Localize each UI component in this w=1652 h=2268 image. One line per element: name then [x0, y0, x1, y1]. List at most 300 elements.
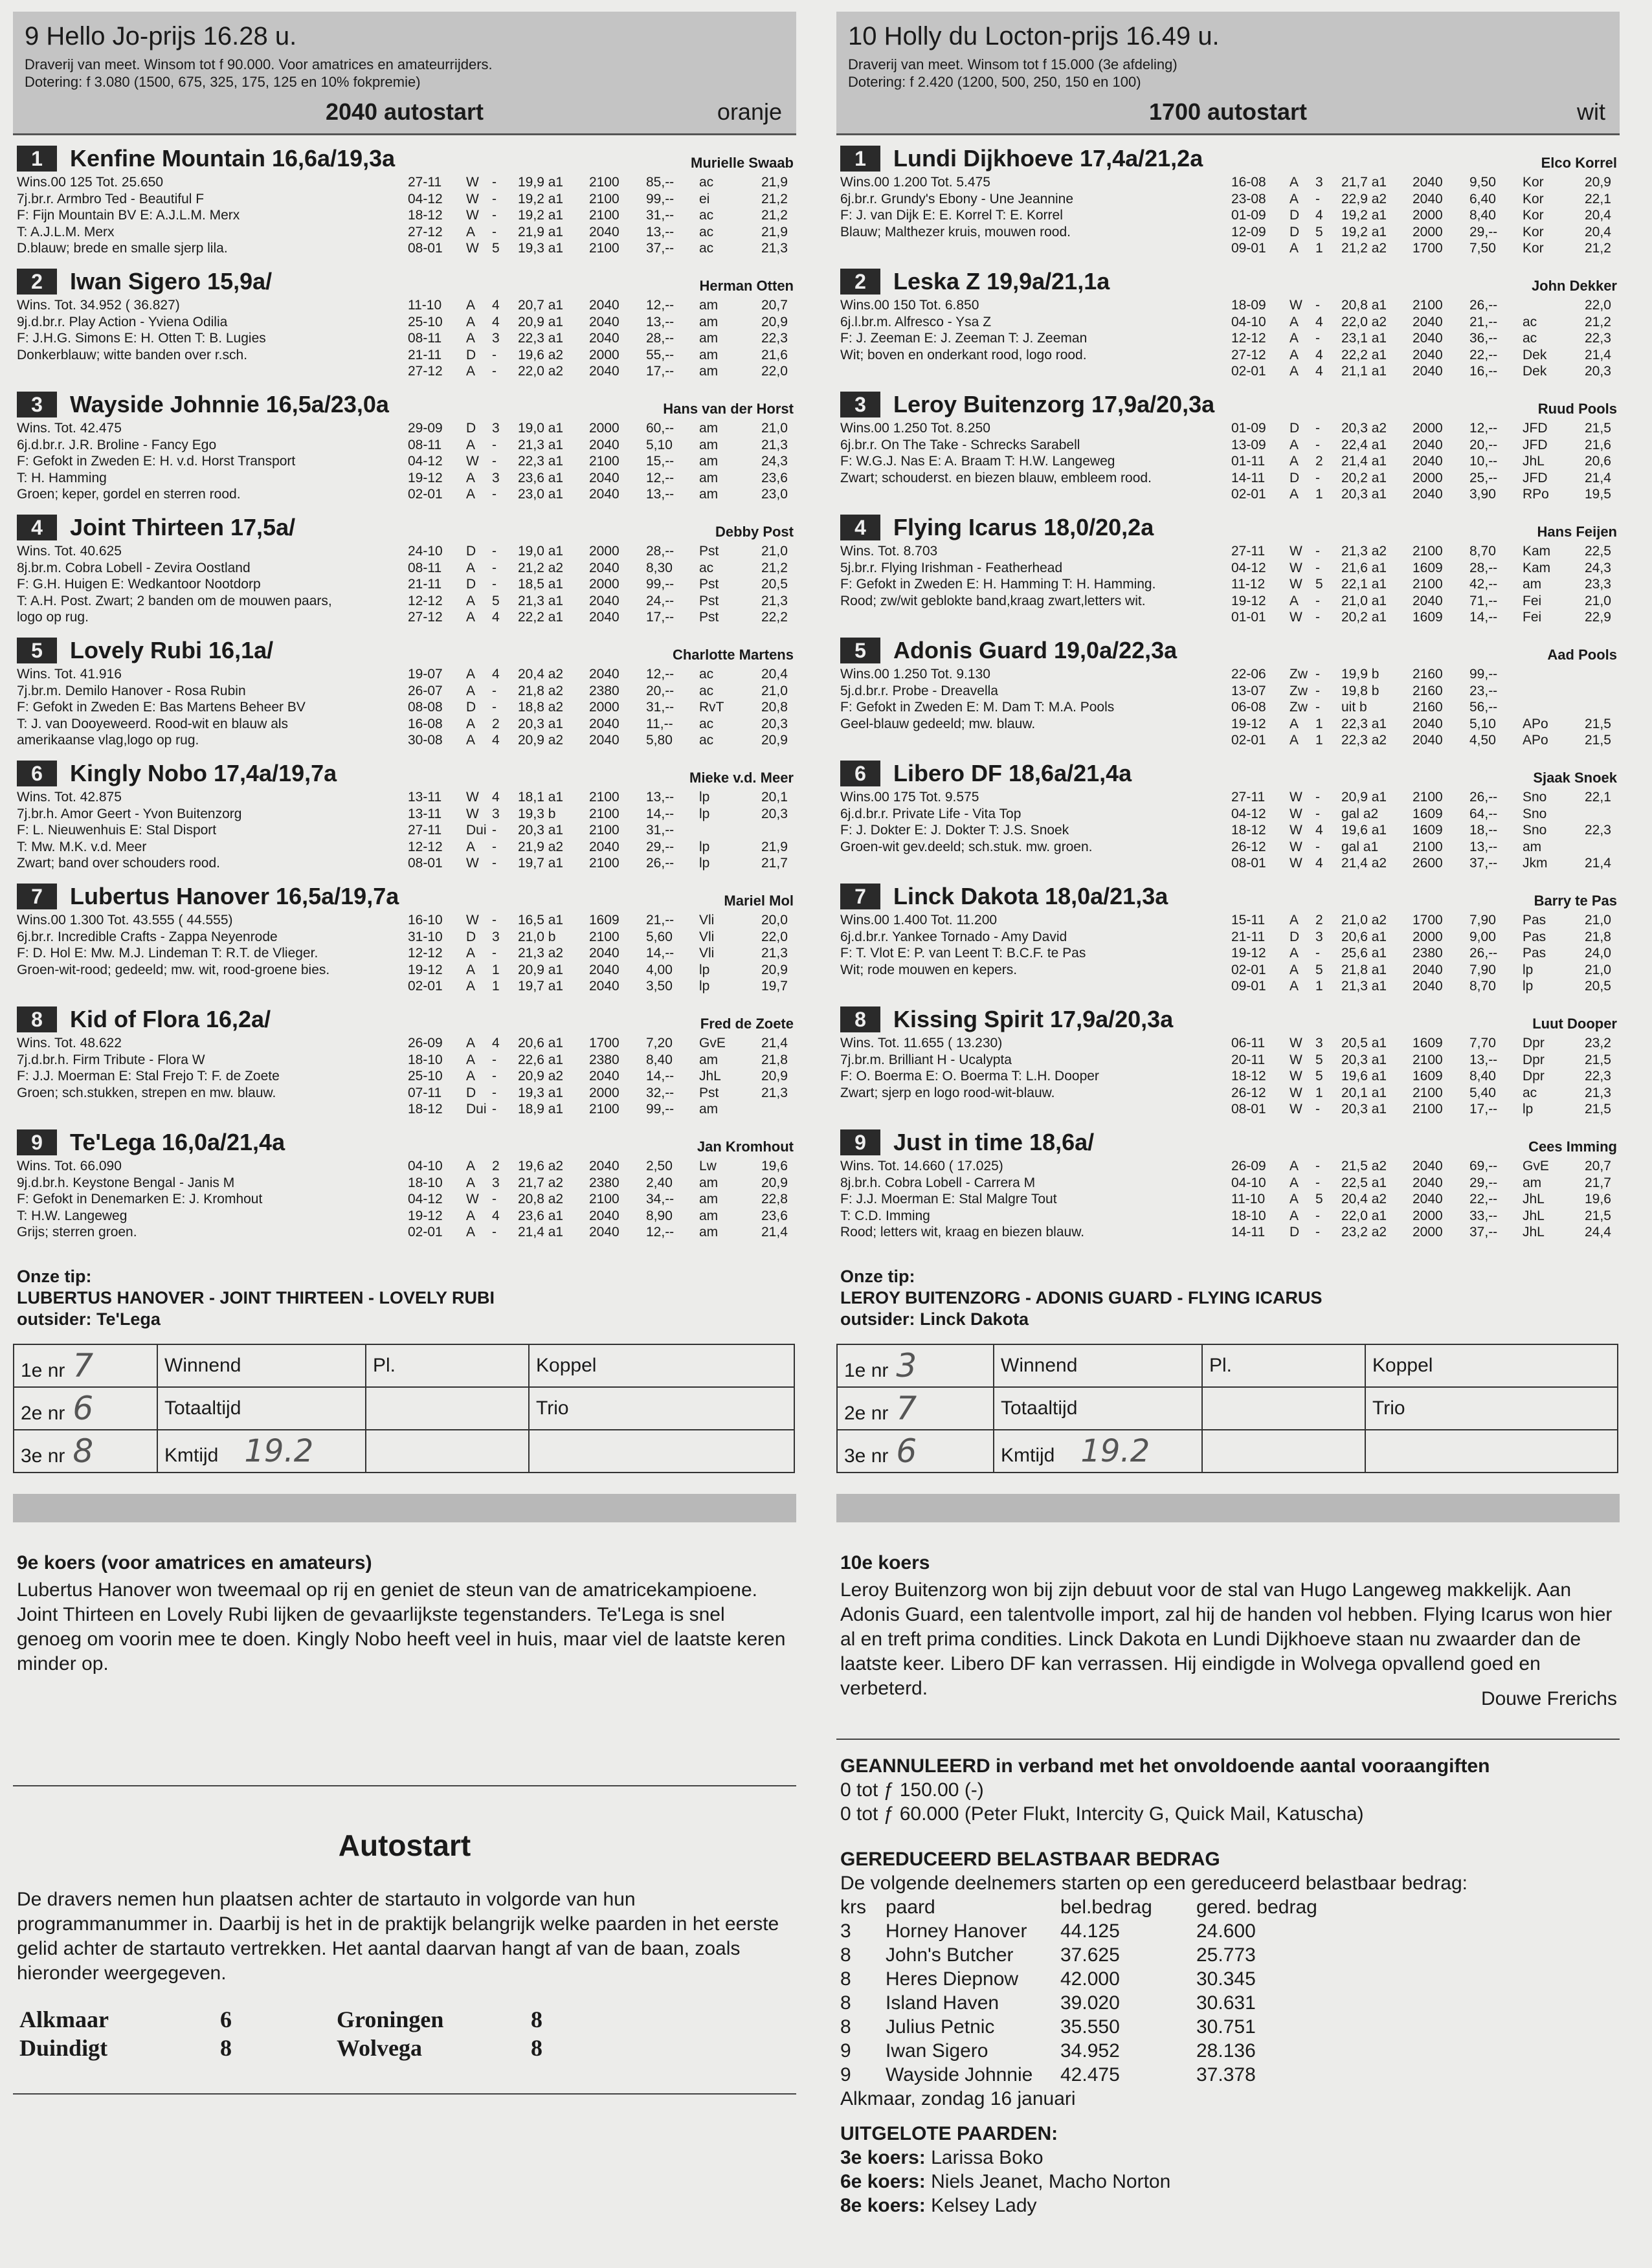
form-cell: 19,2 a1 [518, 191, 564, 206]
horse-heading [17, 1127, 285, 1158]
form-table [1231, 912, 1624, 995]
form-cell: 2040 [1412, 1159, 1443, 1173]
driver-name: Debby Post [715, 524, 794, 540]
form-cell: A [1289, 454, 1299, 469]
form-cell: 2380 [589, 1052, 620, 1067]
form-cell: D [466, 700, 476, 715]
form-cell: A [466, 1069, 476, 1084]
form-cell: 22,-- [1469, 347, 1498, 362]
form-cell: 21,7 a1 [1341, 175, 1387, 190]
form-cell: 2040 [589, 962, 620, 977]
form-cell: A [466, 1225, 476, 1240]
form-cell: 2100 [1412, 298, 1443, 313]
form-cell: 1609 [1412, 1036, 1443, 1051]
form-cell: GvE [1523, 1159, 1549, 1173]
horse-name: Adonis Guard 19,0a/22,3a [893, 637, 1178, 663]
form-cell: 14,-- [1469, 610, 1498, 625]
form-cell: 18,-- [1469, 823, 1498, 838]
form-cell: JFD [1523, 421, 1548, 436]
form-cell: uit b [1341, 700, 1367, 715]
form-cell: am [699, 1192, 719, 1206]
form-cell: 14-11 [1231, 470, 1266, 485]
result-label: 3e nr [21, 1445, 65, 1467]
detail-line: F: J.J. Moerman E: Stal Frejo T: F. de Zoete [17, 1069, 280, 1084]
form-cell: 18-10 [408, 1175, 443, 1190]
form-cell: 2040 [589, 470, 620, 485]
detail-line: F: L. Nieuwenhuis E: Stal Disport [17, 823, 217, 838]
form-cell: 04-10 [1231, 1175, 1266, 1190]
form-cell: W [1289, 577, 1302, 592]
form-cell: 2100 [589, 1192, 620, 1206]
detail-line: F: J. Zeeman E: J. Zeeman T: J. Zeeman [840, 331, 1088, 346]
form-cell: 19,7 a1 [518, 979, 564, 994]
form-cell: 23,0 [761, 487, 788, 502]
form-cell: Zw [1289, 700, 1308, 715]
form-cell: 18-12 [1231, 1069, 1266, 1084]
form-cell: am [699, 454, 719, 469]
form-cell: 20,7 [761, 298, 788, 313]
form-cell: - [1315, 683, 1320, 698]
form-cell: 2040 [589, 224, 620, 239]
form-cell: Kor [1523, 241, 1544, 256]
reduced-cell: Horney Hanover [886, 1920, 1027, 1942]
form-cell: 2040 [589, 667, 620, 682]
form-cell: 06-08 [1231, 700, 1266, 715]
reduced-cell: 25.773 [1196, 1944, 1256, 1966]
drawn-horses: Larissa Boko [931, 2147, 1044, 2168]
form-cell: 28,-- [646, 331, 675, 346]
form-cell: 13,-- [646, 314, 675, 329]
form-cell: 99,-- [646, 1102, 675, 1117]
detail-line: 6j.br.r. Incredible Crafts - Zappa Neyenrode [17, 929, 278, 944]
form-cell: A [466, 593, 476, 608]
form-row [1231, 543, 1624, 560]
form-cell: - [1315, 421, 1320, 436]
driver-name: Mieke v.d. Meer [689, 770, 794, 786]
horse-number: 8 [17, 1006, 57, 1032]
form-cell: W [466, 790, 479, 805]
form-cell: Kor [1523, 175, 1544, 190]
form-cell: 2100 [1412, 1102, 1443, 1117]
form-cell: 11-10 [408, 298, 442, 313]
form-row [408, 806, 800, 823]
form-cell: W [1289, 823, 1302, 838]
form-cell: 01-09 [1231, 421, 1266, 436]
form-row [1231, 224, 1624, 241]
form-cell: 27-11 [1231, 790, 1266, 805]
handwritten-time: 19.2 [1080, 1433, 1150, 1469]
form-cell: 2100 [589, 929, 620, 944]
form-row [1231, 174, 1624, 191]
form-cell: A [466, 224, 476, 239]
form-cell: 2000 [589, 544, 620, 559]
form-cell: 2 [1315, 913, 1323, 928]
result-first [14, 1344, 157, 1387]
form-cell: W [1289, 1102, 1302, 1117]
form-cell: lp [1523, 1102, 1534, 1117]
form-cell: A [466, 470, 476, 485]
form-cell: am [699, 331, 719, 346]
empty-cell [1365, 1430, 1618, 1473]
form-row [1231, 962, 1624, 979]
form-cell: 2100 [589, 806, 620, 821]
reduced-cell: 8 [840, 2016, 851, 2038]
detail-line: F: Gefokt in Zweden E: Bas Martens Beheer BV [17, 700, 306, 715]
form-cell: - [1315, 806, 1320, 821]
form-cell: 21-11 [1231, 929, 1266, 944]
form-row [408, 453, 800, 470]
form-cell: 20,3 a1 [518, 716, 564, 731]
driver-name: Jan Kromhout [697, 1139, 794, 1155]
form-cell: 2000 [1412, 470, 1443, 485]
form-cell: Dek [1523, 347, 1547, 362]
form-cell: 21,2 [1585, 314, 1611, 329]
form-cell: 20,3 a1 [1341, 1102, 1387, 1117]
form-cell: 04-12 [408, 1192, 443, 1206]
form-cell: Sno [1523, 790, 1547, 805]
form-cell: Fei [1523, 593, 1542, 608]
form-cell: 24,3 [1585, 560, 1611, 575]
form-cell: 1700 [1412, 241, 1443, 256]
form-row [1231, 1158, 1624, 1175]
horse-heading [840, 758, 1132, 789]
form-cell: 2,50 [646, 1159, 673, 1173]
totaaltijd-cell: Totaaltijd [157, 1387, 366, 1430]
form-cell: 27-12 [408, 224, 443, 239]
form-cell: W [1289, 610, 1302, 625]
form-cell: A [1289, 716, 1299, 731]
form-cell: 19-12 [1231, 946, 1266, 961]
form-cell: 2040 [589, 437, 620, 452]
form-cell: 21,3 a1 [518, 593, 564, 608]
horse-number: 8 [840, 1006, 880, 1032]
form-cell: 15-11 [1231, 913, 1266, 928]
form-cell: 21,2 [761, 191, 788, 206]
form-cell: 14,-- [646, 946, 675, 961]
form-cell: 2000 [1412, 224, 1443, 239]
form-cell: 21,8 a2 [518, 683, 564, 698]
detail-line: Zwart; schouderst. en biezen blauw, embleem rood. [840, 470, 1152, 485]
form-cell: 23,2 [1585, 1036, 1611, 1051]
horse-details [17, 174, 418, 257]
result-table [836, 1344, 1618, 1473]
form-cell: 34,-- [646, 1192, 675, 1206]
form-cell: 1 [492, 979, 500, 994]
form-row [1231, 978, 1624, 995]
form-row [1231, 470, 1624, 487]
form-cell: 02-01 [408, 1225, 443, 1240]
form-cell: 37,-- [646, 241, 675, 256]
form-cell: 1609 [1412, 806, 1443, 821]
track-name: Groningen [337, 2007, 444, 2032]
form-cell: - [492, 700, 497, 715]
form-cell: 21,0 b [518, 929, 556, 944]
form-cell: 24-10 [408, 544, 443, 559]
horse-name: Lovely Rubi 16,1a/ [70, 637, 274, 663]
form-cell: D [466, 577, 476, 592]
form-cell: - [492, 191, 497, 206]
form-cell: 7,20 [646, 1036, 673, 1051]
form-row [408, 224, 800, 241]
horse-heading [840, 635, 1177, 666]
form-cell: 2040 [1412, 1175, 1443, 1190]
form-cell: 2100 [589, 175, 620, 190]
reduced-cell: 37.378 [1196, 2064, 1256, 2085]
detail-line: Wins.00 1.200 Tot. 5.475 [840, 175, 990, 190]
form-row [408, 839, 800, 856]
form-cell: 4 [492, 790, 500, 805]
reduced-header-row [840, 1895, 1468, 1919]
detail-line: Groen-wit-rood; gedeeld; mw. wit, rood-groene bies. [17, 962, 330, 977]
form-row [1231, 839, 1624, 856]
handwritten-number: 6 [73, 1390, 94, 1427]
driver-name: Fred de Zoete [700, 1016, 794, 1032]
form-cell: 20,4 [1585, 224, 1611, 239]
form-row [1231, 207, 1624, 224]
form-cell: 2040 [589, 610, 620, 625]
form-cell: 22,0 a1 [1341, 1208, 1387, 1223]
reduced-cell: 35.550 [1060, 2016, 1120, 2038]
drawn-row [840, 2194, 1170, 2218]
form-row [408, 945, 800, 962]
form-cell: 4 [1315, 856, 1323, 871]
commentary-title: 9e koers (voor amatrices en amateurs) [17, 1552, 372, 1573]
form-cell: 22,0 [761, 929, 788, 944]
race-info-line: Draverij van meet. Winsom tot f 90.000. Voor amatrices en amateurrijders. [25, 56, 493, 72]
form-cell: 2040 [589, 487, 620, 502]
form-cell: 2380 [1412, 946, 1443, 961]
horse-number: 3 [840, 392, 880, 417]
detail-line: 7j.br.r. Armbro Ted - Beautiful F [17, 191, 205, 206]
form-cell: lp [699, 806, 710, 821]
form-row [1231, 1208, 1624, 1225]
form-cell: 2040 [1412, 331, 1443, 346]
detail-line: amerikaanse vlag,logo op rug. [17, 733, 199, 748]
form-cell: 21,7 a2 [518, 1175, 564, 1190]
detail-line: Wins. Tot. 34.952 ( 36.827) [17, 298, 180, 313]
horse-number: 5 [840, 638, 880, 663]
detail-line: T: C.D. Imming [840, 1208, 930, 1223]
form-cell: 18,1 a1 [518, 790, 564, 805]
track-list [19, 2005, 542, 2062]
form-cell: D [466, 421, 476, 436]
form-cell: 19,6 a1 [1341, 823, 1387, 838]
form-cell: 08-01 [408, 856, 443, 871]
form-cell: 04-10 [408, 1159, 443, 1173]
form-cell [1523, 699, 1585, 716]
horse-details [840, 666, 1242, 732]
divider [836, 1739, 1620, 1740]
form-cell: A [466, 946, 476, 961]
horse-details [17, 666, 418, 749]
detail-line: Groen-wit gev.deeld; sch.stuk. mw. groen. [840, 839, 1093, 854]
form-cell: - [492, 1085, 497, 1100]
form-cell: 22,0 [1585, 298, 1611, 313]
form-cell: D [466, 347, 476, 362]
horse-number: 5 [17, 638, 57, 663]
handwritten-number: 6 [896, 1432, 917, 1470]
pl-cell: Pl. [366, 1344, 529, 1387]
form-cell: 3 [492, 331, 500, 346]
form-cell: 21,6 [761, 347, 788, 362]
drawn-section [840, 2122, 1170, 2218]
form-cell: 04-12 [408, 454, 443, 469]
autostart-text: De dravers nemen hun plaatsen achter de startauto in volgorde van hun programmanummer in. Daarbij is het in de praktijk belangrijk welke paarden in het eerste gelid achter de startauto vertrekken. Het aantal daarvan hangt af van de baan, zoals hieronder weergegeven. [17, 1889, 779, 1984]
form-row [408, 297, 800, 314]
form-cell: 1700 [589, 1036, 620, 1051]
form-cell: A [1289, 191, 1299, 206]
race-color: oranje [717, 98, 782, 125]
form-cell: 1 [1315, 241, 1323, 256]
form-cell: 18-10 [1231, 1208, 1266, 1223]
detail-line: T: A.H. Post. Zwart; 2 banden om de mouwen paars, [17, 593, 332, 608]
form-cell: 1 [1315, 733, 1323, 748]
form-cell: 22,1 [1585, 790, 1611, 805]
form-cell: lp [699, 790, 710, 805]
reduced-row [840, 1919, 1468, 1943]
form-cell: 21,5 [1585, 1052, 1611, 1067]
form-row [1231, 732, 1624, 749]
form-cell: 21,0 [761, 683, 788, 698]
detail-line: 6j.br.r. On The Take - Schrecks Sarabell [840, 437, 1080, 452]
form-cell: 22,5 a1 [1341, 1175, 1387, 1190]
horse-entry [836, 381, 1620, 504]
form-cell: 19,6 [761, 1159, 788, 1173]
horse-entry [13, 504, 796, 627]
track-name: Duindigt [19, 2035, 108, 2061]
form-cell: 21,6 a1 [1341, 560, 1387, 575]
form-cell: Pas [1523, 946, 1546, 961]
form-cell: - [492, 208, 497, 223]
horse-entry [836, 258, 1620, 381]
form-cell: 2000 [589, 347, 620, 362]
form-cell: 13,-- [1469, 839, 1498, 854]
form-row [408, 732, 800, 749]
form-cell: - [492, 1052, 497, 1067]
form-cell: Zw [1289, 683, 1308, 698]
form-cell: W [466, 191, 479, 206]
form-cell: 85,-- [646, 175, 675, 190]
form-cell: 4 [492, 298, 500, 313]
form-cell: 20,9 a2 [518, 733, 564, 748]
tip-outsider: outsider: Linck Dakota [840, 1309, 1029, 1329]
form-row [408, 789, 800, 806]
form-cell: JFD [1523, 437, 1548, 452]
form-cell: 2 [1315, 454, 1323, 469]
form-cell: D [1289, 1225, 1300, 1240]
result-third [14, 1430, 157, 1473]
form-row [1231, 1191, 1624, 1208]
form-cell: A [466, 1208, 476, 1223]
detail-line: Rood; letters wit, kraag en biezen blauw. [840, 1225, 1085, 1240]
form-cell: 2040 [1412, 1192, 1443, 1206]
reduced-cell: 8 [840, 1944, 851, 1966]
form-cell: 20,9 [761, 314, 788, 329]
tip-label: Onze tip: [17, 1267, 92, 1286]
horse-heading [840, 389, 1214, 420]
form-cell: W [466, 856, 479, 871]
form-cell: - [492, 1102, 497, 1117]
detail-line: F: J.J. Moerman E: Stal Malgre Tout [840, 1192, 1057, 1206]
form-cell: 27-11 [408, 823, 442, 838]
form-cell: 22,3 [761, 331, 788, 346]
form-cell: 21,4 [761, 1036, 788, 1051]
detail-line: 7j.br.m. Brilliant H - Ucalypta [840, 1052, 1012, 1067]
form-cell: 18-12 [1231, 823, 1266, 838]
form-cell: am [1523, 1175, 1542, 1190]
result-second [14, 1387, 157, 1430]
form-cell: 28,-- [646, 544, 675, 559]
form-cell: 27-12 [1231, 347, 1266, 362]
form-cell: 11-12 [1231, 577, 1266, 592]
form-cell: 22,1 [1585, 191, 1611, 206]
form-cell: 21,0 [761, 421, 788, 436]
form-cell: 20,5 [761, 577, 788, 592]
form-cell: 7,90 [1469, 962, 1496, 977]
form-cell: 5,40 [1469, 1085, 1496, 1100]
handwritten-number: 7 [896, 1390, 917, 1427]
form-cell: 99,-- [646, 191, 675, 206]
form-cell: 23,3 [1585, 577, 1611, 592]
track-count: 8 [220, 2035, 232, 2061]
horse-name: Wayside Johnnie 16,5a/23,0a [70, 391, 389, 417]
form-cell: gal a2 [1341, 806, 1379, 821]
detail-line: F: Gefokt in Zweden E: M. Dam T: M.A. Pools [840, 700, 1115, 715]
form-cell: 07-11 [408, 1085, 442, 1100]
form-cell: ac [699, 733, 714, 748]
form-row [408, 716, 800, 733]
form-cell: 24,3 [761, 454, 788, 469]
form-cell: D [1289, 208, 1300, 223]
form-cell: 21-11 [408, 577, 442, 592]
horse-entry [13, 135, 796, 258]
form-cell: A [1289, 913, 1299, 928]
form-cell: 21,5 [1585, 1208, 1611, 1223]
driver-name: Elco Korrel [1541, 155, 1617, 171]
form-cell: - [492, 1192, 497, 1206]
form-cell: 12,-- [646, 470, 675, 485]
form-cell: 3 [1315, 1036, 1323, 1051]
race-start: 2040 autostart [325, 98, 484, 125]
detail-line: logo op rug. [17, 610, 89, 625]
form-cell: 2040 [589, 1069, 620, 1084]
reduced-cell: Wayside Johnnie [886, 2064, 1033, 2085]
form-cell: 2040 [1412, 191, 1443, 206]
trio-cell: Trio [529, 1387, 794, 1430]
form-cell: A [1289, 1208, 1299, 1223]
form-row [1231, 699, 1624, 716]
form-row [1231, 1175, 1624, 1192]
detail-line: F: D. Hol E: Mw. M.J. Lindeman T: R.T. de Vlieger. [17, 946, 318, 961]
horse-heading [840, 881, 1168, 912]
form-cell: W [1289, 1069, 1302, 1084]
form-cell: 04-10 [1231, 314, 1266, 329]
form-cell: 21,3 a1 [1341, 979, 1387, 994]
form-row [408, 1068, 800, 1085]
form-cell: D [1289, 224, 1300, 239]
horse-name: Te'Lega 16,0a/21,4a [70, 1129, 285, 1155]
form-cell: - [1315, 1175, 1320, 1190]
form-row [1231, 297, 1624, 314]
form-row [1231, 683, 1624, 700]
form-row [1231, 929, 1624, 946]
form-row [1231, 855, 1624, 872]
form-cell: 20,9 [1585, 175, 1611, 190]
race-info-line: Draverij van meet. Winsom tot f 15.000 (3e afdeling) [848, 56, 1178, 72]
form-cell [1523, 297, 1585, 314]
form-cell: 21,9 [761, 175, 788, 190]
detail-line: 5j.d.br.r. Probe - Dreavella [840, 683, 998, 698]
